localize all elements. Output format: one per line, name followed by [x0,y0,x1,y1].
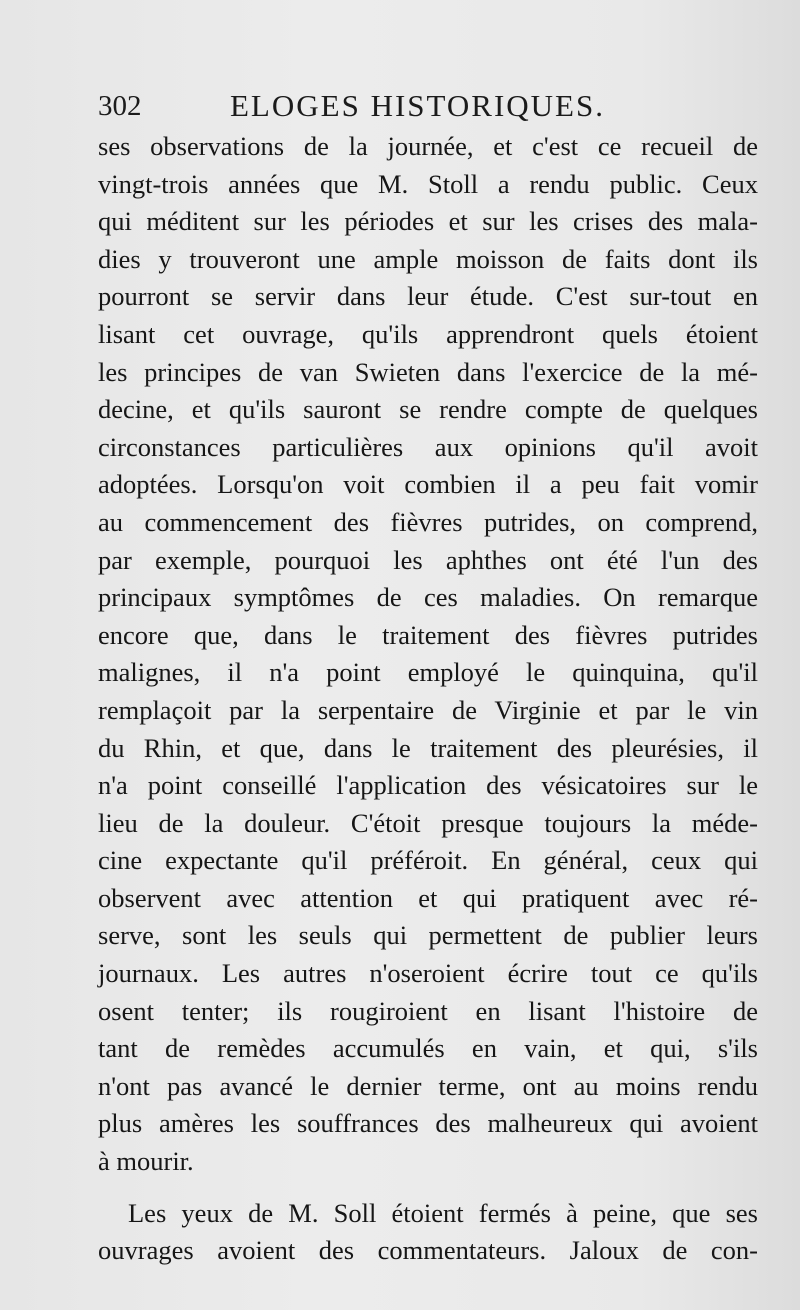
paragraph-2 [98,1195,758,1270]
text-line: par exemple, pourquoi les aphthes ont été l'un des [98,544,758,575]
paragraph-gap [98,1181,758,1195]
text-line: n'a point conseillé l'application des vésicatoires sur le [98,770,758,801]
text-line: encore que, dans le traitement des fièvres putrides [98,619,758,650]
text-line: lisant cet ouvrage, qu'ils apprendront quels étoient [98,318,758,349]
text-line: observent avec attention et qui pratiquent avec ré- [98,882,758,913]
page-header [98,86,758,126]
text-line: journaux. Les autres n'oseroient écrire tout ce qu'ils [98,958,758,989]
paragraph-1 [98,128,758,1181]
page-number: 302 [98,90,142,122]
text-line: remplaçoit par la serpentaire de Virginie et par le vin [98,694,758,725]
text-line: ouvrages avoient des commentateurs. Jaloux de con- [98,1235,758,1266]
text-line: du Rhin, et que, dans le traitement des pleurésies, il [98,732,758,763]
running-title: ELOGES HISTORIQUES. [230,88,605,123]
text-line: au commencement des fièvres putrides, on comprend, [98,506,758,537]
text-line: Les yeux de M. Soll étoient fermés à peine, que ses [128,1197,758,1228]
text-line: n'ont pas avancé le dernier terme, ont au moins rendu [98,1070,758,1101]
text-line: ses observations de la journée, et c'est ce recueil de [98,131,758,161]
text-line: qui méditent sur les périodes et sur les crises des mala- [98,206,758,237]
body-text [98,128,758,1270]
text-line: vingt-trois années que M. Stoll a rendu public. Ceux [98,168,758,199]
text-line: decine, et qu'ils sauront se rendre compte de quelques [98,394,758,425]
text-line: pourront se servir dans leur étude. C'est sur-tout en [98,281,758,312]
text-line: osent tenter; ils rougiroient en lisant l'histoire de [98,995,758,1026]
text-line: principaux symptômes de ces maladies. On remarque [98,582,758,613]
text-line: circonstances particulières aux opinions qu'il avoit [98,431,758,462]
text-line: dies y trouveront une ample moisson de faits dont ils [98,243,758,274]
text-line: adoptées. Lorsqu'on voit combien il a peu fait vomir [98,469,758,500]
text-line: malignes, il n'a point employé le quinquina, qu'il [98,657,758,688]
text-line: serve, sont les seuls qui permettent de publier leurs [98,920,758,951]
text-line: les principes de van Swieten dans l'exercice de la mé- [98,356,758,387]
text-line: à mourir. [98,1146,194,1177]
text-line: lieu de la douleur. C'étoit presque toujours la méde- [98,807,758,838]
text-line: plus amères les souffrances des malheureux qui avoient [98,1108,758,1139]
text-line: tant de remèdes accumulés en vain, et qui, s'ils [98,1033,758,1064]
text-line: cine expectante qu'il préféroit. En général, ceux qui [98,845,758,876]
